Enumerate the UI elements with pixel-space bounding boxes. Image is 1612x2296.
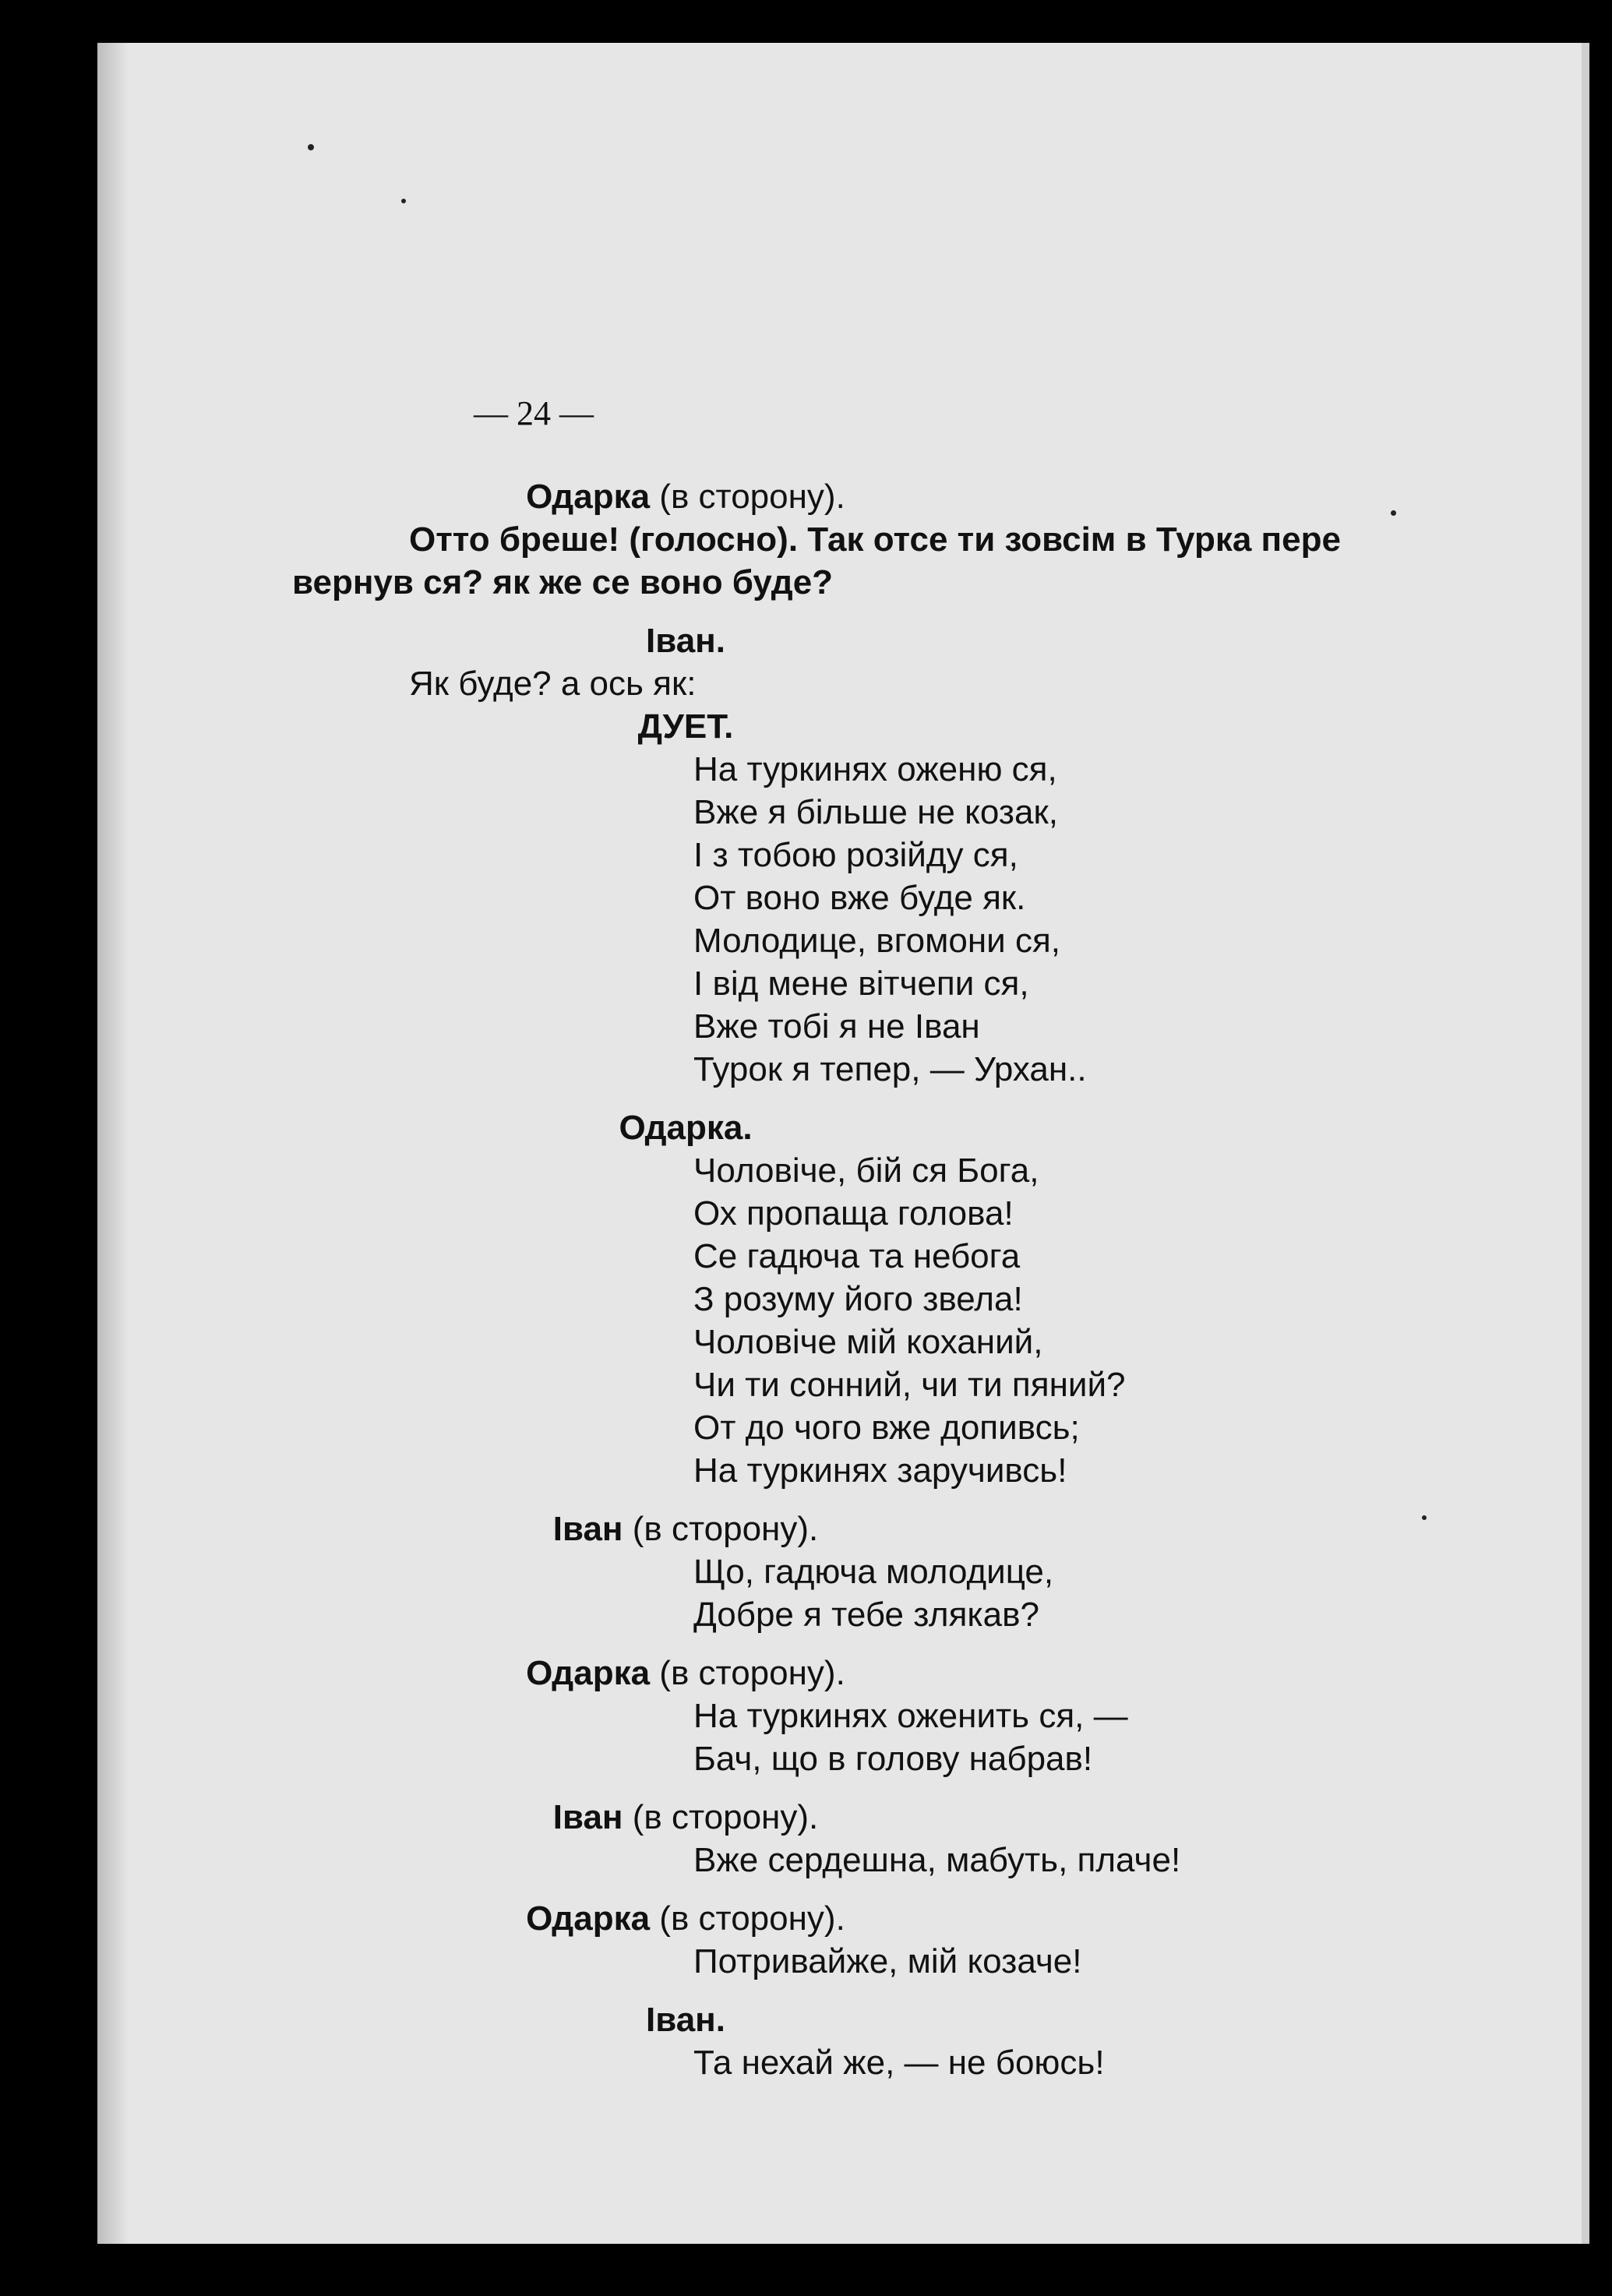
verse-line: Вже сердешна, мабуть, плаче! [693, 1841, 1181, 1879]
verse-line: І з тобою розійду ся, [693, 836, 1018, 874]
verse-block-odarka [693, 1695, 1461, 1780]
verse-line: Чи ти сонний, чи ти пяний? [693, 1366, 1126, 1404]
verse-line: На туркинях оженить ся, — [693, 1697, 1128, 1735]
page-edge-shadow [97, 43, 129, 2244]
verse-line: Ох пропаща голова! [693, 1194, 1014, 1233]
verse-block-odarka [693, 1149, 1461, 1492]
page-number: — 24 — [474, 394, 594, 432]
section-title-duet [292, 705, 1079, 748]
verse-line: Чоловіче, бій ся Бога, [693, 1152, 1039, 1190]
speaker-name: Іван. [646, 622, 725, 660]
speaker-heading-ivan [292, 619, 1079, 662]
speaker-heading-odarka [292, 1897, 1079, 1940]
speck-mark [1422, 1515, 1427, 1520]
verse-line: Вже я більше не козак, [693, 793, 1058, 831]
scanned-page [97, 43, 1589, 2244]
verse-line: Та нехай же, — не боюсь! [693, 2044, 1105, 2082]
stage-direction: (в сторону). [650, 478, 845, 516]
verse-line: З розуму його звела! [693, 1280, 1023, 1318]
verse-line: От до чого вже допивсь; [693, 1409, 1080, 1447]
speaker-name: Одарка [526, 1899, 651, 1938]
stage-direction: (в сторону). [650, 1654, 845, 1692]
verse-line: Молодице, вгомони ся, [693, 922, 1061, 960]
verse-block-ivan [693, 1550, 1461, 1636]
verse-block-odarka [693, 1940, 1461, 1983]
speaker-heading-ivan [292, 1796, 1079, 1839]
speaker-heading-odarka [292, 1652, 1079, 1695]
verse-line: Вже тобі я не Іван [693, 1007, 980, 1046]
verse-line: Потривайже, мій козаче! [693, 1942, 1082, 1980]
verse-line: І від мене вітчепи ся, [693, 965, 1029, 1003]
verse-block-ivan [693, 2041, 1461, 2084]
speaker-heading-ivan [292, 1998, 1079, 2041]
verse-line: Бач, що в голову набрав! [693, 1740, 1093, 1778]
stage-direction: (в сторону). [623, 1798, 819, 1836]
verse-line: От воно вже буде як. [693, 879, 1026, 917]
prose-line: Отто бреше! (голосно). Так отсе ти зовсім в Турка пере [409, 520, 1341, 559]
verse-block-ivan [693, 1839, 1461, 1882]
speck-mark [308, 144, 314, 150]
verse-line: Що, гадюча молодице, [693, 1553, 1054, 1591]
verse-line: Турок я тепер, — Урхан.. [693, 1050, 1087, 1088]
verse-line: На туркинях заручивсь! [693, 1451, 1067, 1490]
stage-direction: (в сторону). [623, 1510, 819, 1548]
speaker-name: Іван [552, 1798, 623, 1836]
speck-mark [401, 199, 406, 203]
speaker-heading-odarka [292, 475, 1079, 518]
speaker-name: Іван [552, 1510, 623, 1548]
speaker-name: Одарка. [619, 1109, 753, 1147]
speaker-name: Одарка [526, 478, 651, 516]
duet-title: ДУЕТ. [637, 707, 734, 746]
speaker-heading-odarka [292, 1106, 1079, 1149]
verse-line: Чоловіче мій коханий, [693, 1323, 1043, 1361]
page-body [292, 475, 1461, 2084]
prose-line: Як буде? а ось як: [409, 665, 697, 703]
verse-line: Се гадюча та небога [693, 1237, 1021, 1275]
verse-line: На туркинях оженю ся, [693, 750, 1057, 788]
prose-line: вернув ся? як же се воно буде? [292, 563, 834, 601]
verse-block-duet [693, 748, 1461, 1091]
speaker-name: Іван. [646, 2001, 725, 2039]
verse-line: Добре я тебе злякав? [693, 1596, 1039, 1634]
speck-mark [1391, 510, 1396, 516]
speaker-name: Одарка [526, 1654, 651, 1692]
stage-direction: (в сторону). [650, 1899, 845, 1938]
speaker-heading-ivan [292, 1508, 1079, 1550]
